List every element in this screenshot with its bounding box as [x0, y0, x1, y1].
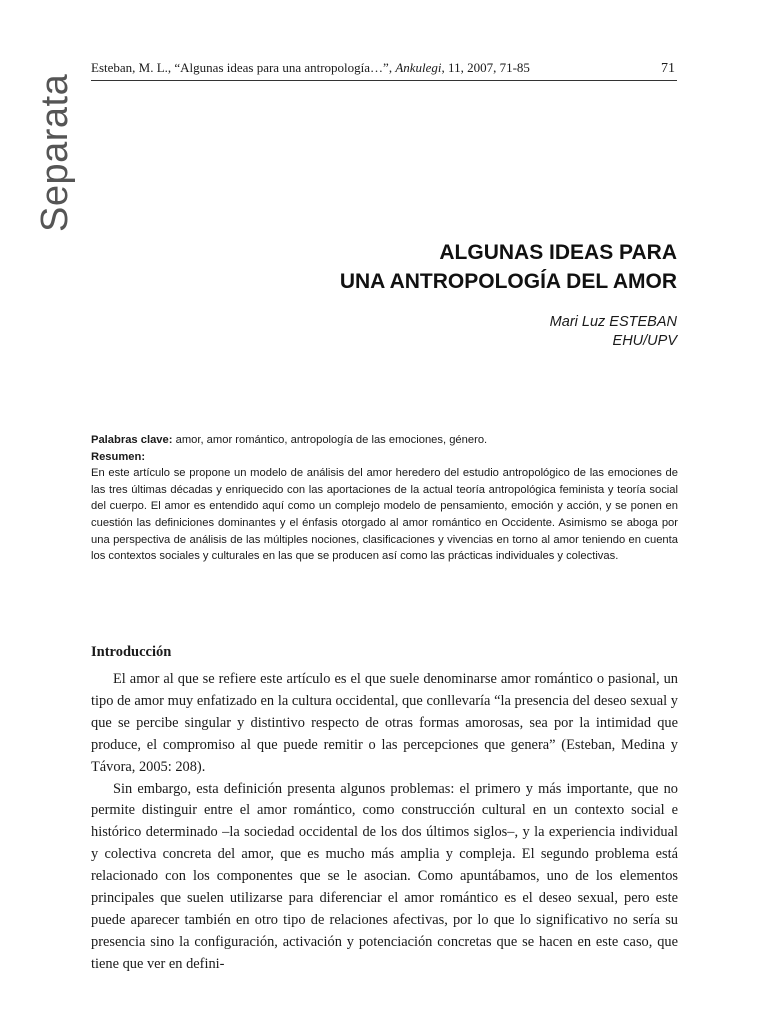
section-heading: Introducción [91, 644, 172, 660]
author-block [550, 313, 677, 351]
separata-side-label: Separata [34, 73, 76, 232]
keywords-label: Palabras clave: [91, 434, 173, 446]
summary-text: En este artículo se propone un modelo de análisis del amor heredero del estudio antropológico de las emociones de las tres últimas décadas y enriquecido con las aportaciones de la actual teoría antropológica feminista y teoría social del cuerpo. El amor es entendido aquí como un complejo modelo de pensamiento, emoción y acción, y se ponen en cuestión las definiciones dominantes y el énfasis otorgado al amor romántico en Occidente. Asimismo se aboga por una perspectiva de análisis de las múltiples nociones, clasificaciones y vivencias en torno al amor teniendo en cuenta los contextos sociales y culturales en las que se producen así como las prácticas individuales y colectivas. [91, 467, 678, 563]
paragraph: Sin embargo, esta definición presenta algunos problemas: el primero y más importante, que no permite distinguir entre el amor romántico, como construcción cultural en un contexto social e histórico determinado –la sociedad occidental de los dos últimos siglos–, y la experiencia individual y colectiva concreta del amor, que es mucho más amplia y compleja. El segundo problema está relacionado con los componentes que se le asocian. Como apuntábamos, uno de los elementos principales que suelen utilizarse para diferenciar el amor romántico es el deseo sexual, pero este puede aparecer también en otro tipo de relaciones afectivas, por lo que lo significativo no sería su presencia sino la configuración, activación y potenciación concretas que se hacen en este caso, que tiene que ver en defini- [91, 780, 678, 972]
running-header [91, 58, 677, 81]
title-line-1: ALGUNAS IDEAS PARA [439, 241, 677, 264]
page-number: 71 [661, 61, 675, 76]
summary-label: Resumen: [91, 450, 146, 463]
paragraph: El amor al que se refiere este artículo es el que suele denominarse amor romántico o pasional, un tipo de amor muy enfatizado en la cultura occidental, que conllevaría “la presencia del deseo sexual y que se percibe singular y distintivo respecto de otras formas amorosas, sea por la intimidad que produce, el compromiso al que puede remitir o las percepciones que genera” (Esteban, Medina y Távora, 2005: 208). [91, 671, 678, 775]
citation-suffix: , 11, 2007, 71-85 [441, 60, 530, 75]
header-citation [91, 60, 530, 76]
title-line-2: UNA ANTROPOLOGÍA DEL AMOR [339, 270, 677, 293]
body-text [91, 669, 678, 976]
keywords-line [91, 432, 678, 449]
citation-prefix: Esteban, M. L., “Algunas ideas para una antropología…”, [91, 60, 396, 75]
journal-name: Ankulegi [395, 60, 442, 75]
article-title [340, 238, 677, 296]
keywords-text: amor, amor romántico, antropología de las emociones, género. [172, 434, 488, 446]
abstract-block [91, 432, 678, 565]
author-affiliation: EHU/UPV [612, 333, 677, 349]
author-name: Mari Luz ESTEBAN [549, 314, 677, 330]
